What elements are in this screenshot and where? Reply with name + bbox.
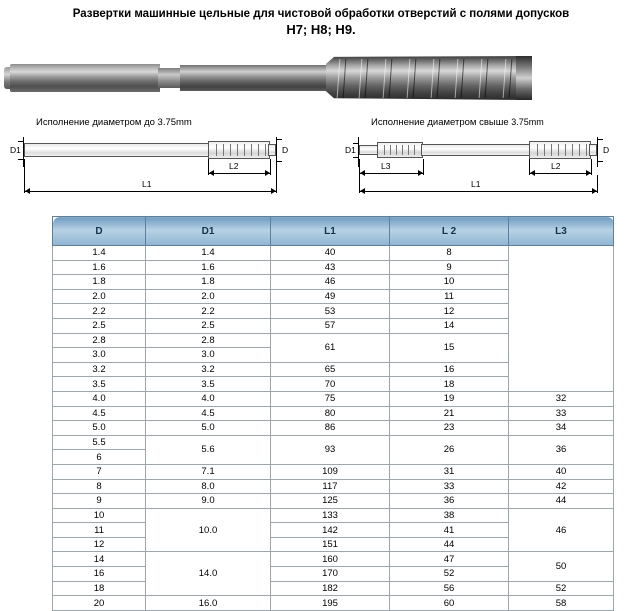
table-row: [53, 494, 614, 509]
cell-d1: 8.0: [146, 479, 271, 494]
table-row: [53, 406, 614, 421]
cell-l1: 160: [271, 552, 390, 567]
cell-l2: 11: [390, 289, 509, 304]
cell-d1: 3.0: [146, 348, 271, 363]
cell-l1: 65: [271, 362, 390, 377]
shank: [10, 64, 160, 92]
label-d1-large: D1: [345, 145, 356, 155]
table-row: [53, 421, 614, 436]
table-row: [53, 435, 614, 450]
cell-d1: 3.2: [146, 362, 271, 377]
cell-d: 2.5: [53, 318, 146, 333]
table-row: [53, 464, 614, 479]
cell-d: 5.0: [53, 421, 146, 436]
cell-d: 6: [53, 450, 146, 465]
cell-d1: 2.0: [146, 289, 271, 304]
cell-d: 18: [53, 581, 146, 596]
cell-d1: 4.0: [146, 391, 271, 406]
cell-l2: 41: [390, 523, 509, 538]
cell-l2: 9: [390, 260, 509, 275]
cell-d1: 4.5: [146, 406, 271, 421]
cell-d1: 3.5: [146, 377, 271, 392]
body: [180, 65, 328, 91]
cell-d1: 7.1: [146, 464, 271, 479]
cell-l2: 47: [390, 552, 509, 567]
page-title-line1: Развертки машинные цельные для чистовой обработки отверстий с полями допусков: [72, 8, 570, 20]
cell-l1: 133: [271, 508, 390, 523]
cell-d: 3.0: [53, 348, 146, 363]
cell-l1: 142: [271, 523, 390, 538]
cell-l3: 50: [509, 552, 614, 581]
diagram-large-caption-size: 3.75mm: [511, 117, 544, 127]
label-l1-large: L1: [471, 179, 481, 189]
cell-d: 3.5: [53, 377, 146, 392]
flute-section: [326, 56, 526, 100]
cell-l1: 53: [271, 304, 390, 319]
schematic-end-large: [589, 144, 597, 156]
cell-l1: 80: [271, 406, 390, 421]
cell-d1: 10.0: [146, 508, 271, 552]
cell-l3: 34: [509, 421, 614, 436]
col-header-l2: L 2: [390, 217, 509, 246]
cell-l2: 52: [390, 567, 509, 582]
table-row: [53, 479, 614, 494]
cell-l1: 195: [271, 596, 390, 611]
label-l2-large: L2: [551, 161, 561, 171]
cell-d1: 1.6: [146, 260, 271, 275]
cell-d1: 16.0: [146, 596, 271, 611]
label-d1-small: D1: [10, 145, 21, 155]
cell-l2: 26: [390, 435, 509, 464]
cell-d1: 9.0: [146, 494, 271, 509]
table-row: [53, 508, 614, 523]
cell-d1: 14.0: [146, 552, 271, 596]
cell-l2: 36: [390, 494, 509, 509]
col-header-l1: L1: [271, 217, 390, 246]
table-row: [53, 581, 614, 596]
col-header-l3: L3: [509, 217, 614, 246]
cell-d: 4.0: [53, 391, 146, 406]
schematic-body-large: [421, 144, 531, 156]
cell-d: 1.6: [53, 260, 146, 275]
cell-d: 14: [53, 552, 146, 567]
cutting-end: [516, 56, 532, 100]
reamer-drawing: [10, 50, 532, 106]
cell-l1: 93: [271, 435, 390, 464]
cell-l2: 8: [390, 246, 509, 261]
cell-l3: 36: [509, 435, 614, 464]
col-header-d1: D1: [146, 217, 271, 246]
spec-table-container: [52, 216, 598, 611]
cell-d: 7: [53, 464, 146, 479]
cell-l1: 117: [271, 479, 390, 494]
cell-d: 9: [53, 494, 146, 509]
cell-l3: 40: [509, 464, 614, 479]
schematic-flutes-large: [529, 141, 591, 159]
cell-l2: 15: [390, 333, 509, 362]
cell-l1: 46: [271, 275, 390, 290]
cell-l2: 19: [390, 391, 509, 406]
cell-l1: 182: [271, 581, 390, 596]
neck: [158, 68, 182, 88]
cell-l3: 44: [509, 494, 614, 509]
cell-d: 5.5: [53, 435, 146, 450]
cell-d1: 1.4: [146, 246, 271, 261]
cell-d: 11: [53, 523, 146, 538]
cell-l3: [509, 246, 614, 392]
cell-l2: 56: [390, 581, 509, 596]
col-header-d: D: [53, 217, 146, 246]
cell-d1: 5.6: [146, 435, 271, 464]
cell-d: 1.4: [53, 246, 146, 261]
cell-l2: 14: [390, 318, 509, 333]
cell-d: 2.0: [53, 289, 146, 304]
reamer-illustration: [0, 42, 642, 117]
cell-l1: 170: [271, 567, 390, 582]
cell-d1: 2.8: [146, 333, 271, 348]
cell-d1: 2.5: [146, 318, 271, 333]
cell-l1: 61: [271, 333, 390, 362]
cell-d1: 5.0: [146, 421, 271, 436]
schematic-shank-flutes-large: [377, 142, 423, 158]
spec-table: [52, 216, 614, 611]
diagram-small-caption: Исполнение диаметром до 3.75mm: [36, 117, 192, 128]
table-body: [53, 246, 614, 611]
schematic-flutes-small: [208, 141, 270, 159]
cell-d1: 2.2: [146, 304, 271, 319]
cell-l3: 46: [509, 508, 614, 552]
cell-d: 12: [53, 537, 146, 552]
cell-l2: 38: [390, 508, 509, 523]
cell-l1: 70: [271, 377, 390, 392]
cell-l2: 21: [390, 406, 509, 421]
cell-l2: 18: [390, 377, 509, 392]
cell-l2: 23: [390, 421, 509, 436]
cell-l3: 32: [509, 391, 614, 406]
cell-l2: 60: [390, 596, 509, 611]
schematic-diagrams: [0, 117, 642, 207]
cell-l1: 75: [271, 391, 390, 406]
cell-d: 1.8: [53, 275, 146, 290]
cell-l2: 31: [390, 464, 509, 479]
schematic-tip-small: [268, 144, 276, 156]
cell-d1: 1.8: [146, 275, 271, 290]
cell-d: 16: [53, 567, 146, 582]
cell-l2: 12: [390, 304, 509, 319]
cell-d: 8: [53, 479, 146, 494]
table-row: [53, 552, 614, 567]
table-row: [53, 596, 614, 611]
cell-l2: 33: [390, 479, 509, 494]
diagram-large-diameter: [345, 117, 635, 207]
cell-d: 2.8: [53, 333, 146, 348]
table-row: [53, 391, 614, 406]
diagram-large-caption-main: Исполнение диаметром свыше: [371, 117, 509, 128]
schematic-tip-large: [359, 145, 379, 155]
label-l1-small: L1: [142, 179, 152, 189]
cell-l1: 43: [271, 260, 390, 275]
cell-d: 10: [53, 508, 146, 523]
cell-l1: 109: [271, 464, 390, 479]
label-d-small: D: [282, 145, 289, 155]
label-l3-large: L3: [381, 161, 391, 171]
cell-l3: 58: [509, 596, 614, 611]
cell-l3: 42: [509, 479, 614, 494]
schematic-shank-small: [24, 143, 210, 157]
page-title: [0, 0, 642, 38]
cell-l1: 40: [271, 246, 390, 261]
diagram-small-diameter: [10, 117, 315, 207]
cell-l3: 33: [509, 406, 614, 421]
cell-l2: 16: [390, 362, 509, 377]
cell-d: 4.5: [53, 406, 146, 421]
cell-d: 2.2: [53, 304, 146, 319]
cell-l1: 125: [271, 494, 390, 509]
page-title-line2: H7; H8; H9.: [286, 22, 356, 37]
table-header-row: [53, 217, 614, 246]
diagram-large-caption: [371, 117, 544, 128]
cell-l2: 10: [390, 275, 509, 290]
cell-l1: 57: [271, 318, 390, 333]
cell-l1: 49: [271, 289, 390, 304]
cell-l1: 86: [271, 421, 390, 436]
cell-d: 20: [53, 596, 146, 611]
cell-d: 3.2: [53, 362, 146, 377]
label-l2-small: L2: [229, 161, 239, 171]
cell-l1: 151: [271, 537, 390, 552]
cell-l3: 52: [509, 581, 614, 596]
table-row: [53, 246, 614, 261]
label-d-large: D: [603, 145, 610, 155]
cell-l2: 44: [390, 537, 509, 552]
